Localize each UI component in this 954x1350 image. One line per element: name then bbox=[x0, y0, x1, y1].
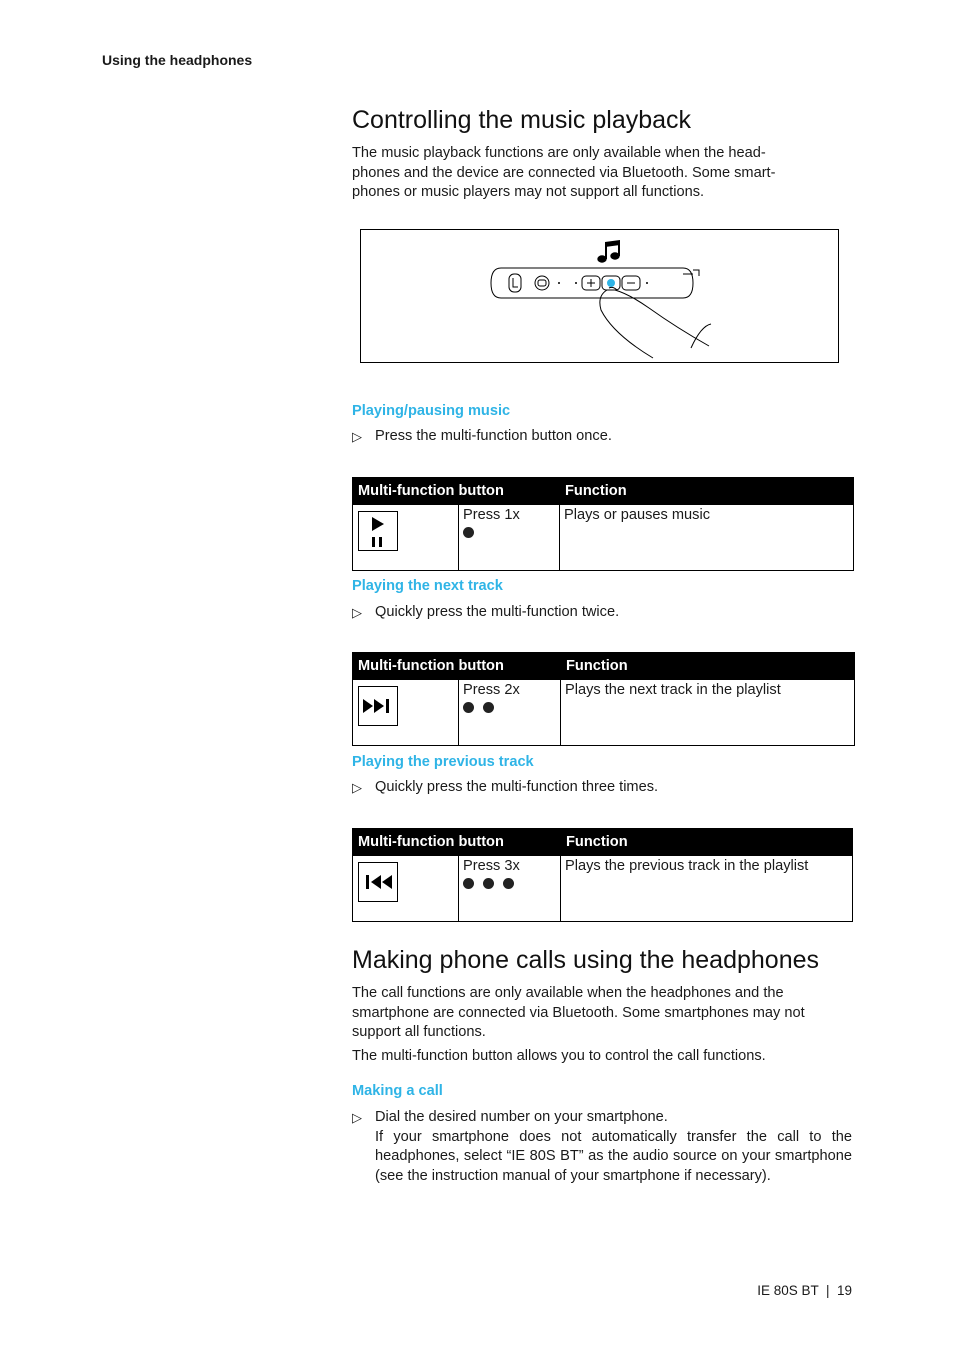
heading-next-track: Playing the next track bbox=[352, 578, 503, 594]
headphone-remote-figure bbox=[360, 229, 839, 363]
heading-making-call: Making a call bbox=[352, 1083, 443, 1099]
step-text: Press the multi-function button once. bbox=[375, 428, 612, 444]
press-dot-icon bbox=[483, 702, 494, 713]
remote-illustration bbox=[361, 230, 838, 362]
press-dot-icon bbox=[463, 527, 474, 538]
music-intro: The music playback functions are only available when the head- phones and the device are connected via Bluetooth. Some smart- phones or music players may not support all functions. bbox=[352, 145, 776, 201]
heading-playing-pausing: Playing/pausing music bbox=[352, 403, 511, 419]
section-title-calls: Making phone calls using the headphones bbox=[352, 946, 820, 974]
table-row bbox=[353, 680, 855, 746]
step-making-call bbox=[352, 1108, 852, 1186]
music-note-icon bbox=[598, 240, 620, 262]
running-header: Using the headphones bbox=[102, 52, 253, 68]
step-text-line1: Dial the desired number on your smartphone. bbox=[375, 1109, 668, 1125]
press-count-label: Press 1x bbox=[463, 507, 520, 523]
heading-previous-track: Playing the previous track bbox=[352, 754, 534, 770]
press-dot-icon bbox=[503, 878, 514, 889]
step-marker-icon: ▷ bbox=[352, 1110, 362, 1125]
calls-intro-2: The multi-function button allows you to control the call functions. bbox=[352, 1048, 766, 1064]
function-description: Plays the previous track in the playlist bbox=[561, 856, 853, 922]
table-row bbox=[353, 856, 853, 922]
section-title-music: Controlling the music playback bbox=[352, 106, 692, 134]
step-text: Quickly press the multi-function three times. bbox=[375, 779, 659, 795]
step-marker-icon: ▷ bbox=[352, 605, 362, 620]
table-header-button: Multi-function button bbox=[353, 653, 561, 680]
table-header-function: Function bbox=[560, 478, 854, 505]
press-count-label: Press 3x bbox=[463, 858, 520, 874]
press-count-label: Press 2x bbox=[463, 682, 520, 698]
press-dot-icon bbox=[483, 878, 494, 889]
table-header-function: Function bbox=[561, 829, 853, 856]
step-text-line2: If your smartphone does not automatically transfer the call to the headphones, select “IE 80S BT” as the audio source on your smartphone (see the instruction manual of your smartphone if necessary). bbox=[375, 1128, 852, 1184]
play-pause-table bbox=[352, 477, 854, 571]
step-text: Quickly press the multi-function twice. bbox=[375, 604, 620, 620]
table-header-button: Multi-function button bbox=[353, 478, 560, 505]
press-dot-icon bbox=[463, 702, 474, 713]
function-description: Plays the next track in the playlist bbox=[561, 680, 855, 746]
step-marker-icon: ▷ bbox=[352, 780, 362, 795]
press-dots bbox=[463, 878, 556, 889]
calls-intro: The call functions are only available when the headphones and the smartphone are connected via Bluetooth. Some smartphones may not support all functions. bbox=[352, 985, 805, 1041]
previous-track-icon bbox=[358, 862, 398, 902]
next-track-table bbox=[352, 652, 855, 746]
step-previous-track bbox=[352, 778, 852, 798]
next-track-icon bbox=[358, 686, 398, 726]
step-next-track bbox=[352, 603, 852, 623]
step-marker-icon: ▷ bbox=[352, 429, 362, 444]
page-footer: IE 80S BT | 19 bbox=[757, 1283, 852, 1298]
table-header-function: Function bbox=[561, 653, 855, 680]
previous-track-table bbox=[352, 828, 853, 922]
press-dots bbox=[463, 702, 556, 713]
function-description: Plays or pauses music bbox=[560, 505, 854, 571]
step-play-pause bbox=[352, 427, 852, 447]
table-header-button: Multi-function button bbox=[353, 829, 561, 856]
press-dots bbox=[463, 527, 555, 538]
press-dot-icon bbox=[463, 878, 474, 889]
table-row bbox=[353, 505, 854, 571]
play-pause-icon bbox=[358, 511, 398, 551]
